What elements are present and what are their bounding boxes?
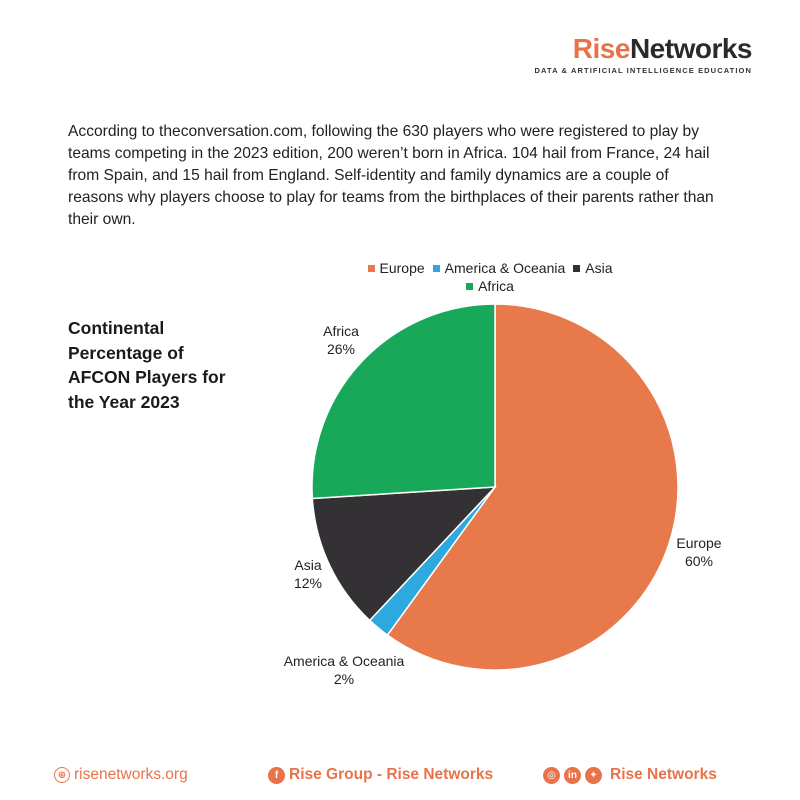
slice-label-value: 12%: [293, 575, 323, 591]
legend-label: Europe: [379, 260, 425, 276]
intro-paragraph: According to theconversation.com, following the 630 players who were registered to play by teams competing in the 2023 edition, 200 weren’t born in Africa. 104 hail from France, 24 hail from Spain, and 15 hail from England. Self-identity and family dynamics are a couple of reasons why players choose to play for teams from the birthplaces of their parents rather than their own.: [68, 123, 714, 228]
slice-label-name: Africa: [323, 323, 359, 339]
legend-label: America & Oceania: [444, 260, 566, 276]
brand-name-part1: Rise: [572, 33, 630, 64]
instagram-icon: ◎: [543, 767, 560, 784]
footer-website[interactable]: [54, 766, 188, 784]
footer-facebook-text: Rise Group - Rise Networks: [289, 766, 494, 783]
slice-label-europe: [676, 534, 721, 570]
slice-label-name: America & Oceania: [283, 653, 405, 669]
twitter-icon: ✦: [585, 767, 602, 784]
slice-label-value: 60%: [684, 553, 714, 569]
slice-label-value: 2%: [333, 671, 355, 687]
legend-label: Africa: [478, 278, 514, 294]
slice-label-value: 26%: [326, 341, 356, 357]
footer-website-text: risenetworks.org: [74, 766, 188, 783]
slice-label-name: Asia: [294, 557, 322, 573]
footer-social[interactable]: [543, 766, 717, 784]
footer-facebook[interactable]: [268, 766, 493, 784]
footer: [0, 766, 800, 792]
slice-label-africa: [323, 322, 359, 358]
chart-title: Continental Percentage of AFCON Players for the Year 2023: [68, 318, 226, 412]
brand-tagline: DATA & ARTIFICIAL INTELLIGENCE EDUCATION: [534, 66, 752, 75]
slice-label-name: Europe: [676, 535, 722, 551]
globe-icon: ⊕: [54, 767, 70, 783]
linkedin-icon: in: [564, 767, 581, 784]
facebook-icon: f: [268, 767, 285, 784]
slice-label-america-oceania: [284, 652, 405, 688]
footer-social-text: Rise Networks: [610, 766, 717, 783]
slice-label-asia: [294, 556, 322, 592]
legend-label: Asia: [585, 260, 613, 276]
brand-name-part2: Networks: [629, 33, 752, 64]
